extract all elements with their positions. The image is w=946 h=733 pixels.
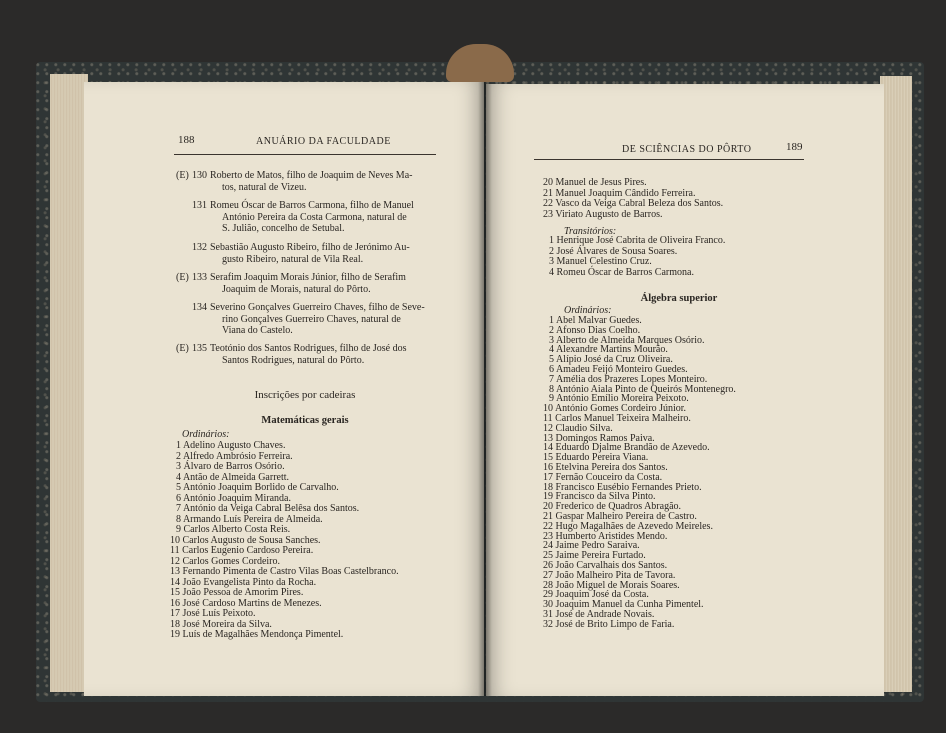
list-item: 22 Hugo Magalhães de Azevedo Meireles. [543,520,713,532]
list-item: 24 Jaime Pedro Saraiva. [543,540,640,552]
list-item: 19 Luís de Magalhães Mendonça Pimentel. [170,629,344,640]
right-running-head: DE SCIÊNCIAS DO PÔRTO [622,144,752,155]
subject-title-matematicas: Matemáticas gerais [261,415,349,426]
right-page-number: 189 [786,141,803,153]
entry-text-line: Teotónio dos Santos Rodrigues, filho de José dos [210,343,407,354]
list-item: 14 Eduardo Djalme Brandão de Azevedo. [543,442,710,454]
list-item: 22 Vasco da Veiga Cabral Beleza dos Santos. [543,198,724,209]
book-spine-headcap [446,44,514,82]
transitorios-label: Transitórios: [564,226,617,237]
book-gutter [478,82,492,696]
list-item: 1 Adelino Augusto Chaves. [176,440,286,451]
list-item: 29 Joaquim José da Costa. [543,589,649,601]
list-item: 12 Carlos Gomes Cordeiro. [170,555,280,567]
list-item: 18 José Moreira da Silva. [170,618,272,630]
list-item: 7 António da Veiga Cabral Belêsa dos Santos. [176,503,360,514]
entry-number: 133 [192,272,207,283]
list-item: 3 Alberto de Almeida Marques Osório. [549,334,705,346]
list-item: 23 Humberto Aristides Mendo. [543,530,668,542]
list-item: 15 João Pessoa de Amorim Pires. [170,587,304,598]
entry-mark: (E) [176,170,189,181]
list-item: 1 Henrique José Cabrita de Oliveira Franco. [549,235,726,246]
list-item: 3 Álvaro de Barros Osório. [176,461,285,472]
list-item: 12 Claudio Silva. [543,422,613,434]
list-item: 11 Carlos Eugenio Cardoso Pereira. [170,545,314,556]
list-item: 21 Gaspar Malheiro Pereira de Castro. [543,511,697,522]
list-item: 10 António Gomes Cordeiro Júnior. [543,403,687,415]
list-item: 20 Manuel de Jesus Pires. [543,177,647,188]
list-item: 15 Eduardo Pereira Viana. [543,452,649,464]
entry-number: 130 [192,170,207,181]
entry-number: 132 [192,242,207,253]
list-item: 2 Afonso Dias Coelho. [549,324,641,336]
list-item: 8 Armando Luís Pereira de Almeida. [176,513,323,525]
entry-text-line: Viana do Castelo. [222,325,293,336]
entry-text-line: Roberto de Matos, filho de Joaquim de Neves Ma- [210,170,413,181]
subject-title-algebra: Álgebra superior [640,293,718,304]
list-item: 1 Abel Malvar Guedes. [549,315,642,326]
page-edges-right [880,76,912,692]
list-item: 9 António Emílio Moreira Peixoto. [549,393,689,405]
entry-text-line: Serafim Joaquim Morais Júnior, filho de Serafim [210,272,406,283]
entry-number: 131 [192,200,207,211]
left-page-number: 188 [178,134,195,146]
list-item: 17 José Luís Peixoto. [170,608,256,619]
entry-text-line: tos, natural de Vizeu. [222,181,307,193]
list-item: 10 Carlos Augusto de Sousa Sanches. [170,534,321,546]
list-item: 16 Etelvina Pereira dos Santos. [543,462,668,473]
list-item: 4 Antão de Almeida Garrett. [176,471,290,483]
entry-text-line: Santos Rodrigues, natural do Pôrto. [222,354,365,366]
list-item: 6 António Joaquim Miranda. [176,492,291,504]
list-item: 11 Carlos Manuel Teixeira Malheiro. [543,413,691,424]
list-item: 25 Jaime Pereira Furtado. [543,550,646,562]
list-item: 16 José Cardoso Martins de Menezes. [170,597,322,609]
right-header-rule [534,159,804,160]
list-item: 31 José de Andrade Novais. [543,609,655,620]
entry-mark: (E) [176,343,189,354]
entry-text-line: Sebastião Augusto Ribeiro, filho de Jerónimo Au- [210,242,410,253]
list-item: 28 João Miguel de Morais Soares. [543,579,680,591]
list-item: 5 Alípio José da Cruz Oliveira. [549,354,673,366]
list-item: 3 Manuel Celestino Cruz. [549,256,652,267]
list-item: 4 Romeu Óscar de Barros Carmona. [549,266,694,278]
entry-text-line: António Pereira da Costa Carmona, natural de [222,211,407,223]
list-item: 2 José Álvares de Sousa Soares. [549,245,678,257]
entry-number: 134 [192,302,207,313]
list-item: 30 Joaquim Manuel da Cunha Pimentel. [543,599,704,611]
list-item: 26 João Carvalhais dos Santos. [543,560,668,571]
entry-text-line: Joaquim de Morais, natural do Pôrto. [222,283,371,295]
entry-text-line: gusto Ribeiro, natural de Vila Real. [222,253,364,265]
list-item: 4 Alexandre Martins Mourão. [549,344,668,356]
list-item: 8 António Aiala Pinto de Queirós Montenegro. [549,383,736,395]
list-item: 13 Domingos Ramos Paiva. [543,432,655,444]
list-item: 17 Fernão Couceiro da Costa. [543,471,663,483]
ordinarios-label: Ordinários: [182,429,230,440]
left-running-head: ANUÁRIO DA FACULDADE [256,136,391,147]
list-item: 23 Viriato Augusto de Barros. [543,208,663,220]
list-item: 21 Manuel Joaquim Cândido Ferreira. [543,187,696,199]
list-item: 13 Fernando Pimenta de Castro Vilas Boas Castelbranco. [170,566,399,577]
left-header-rule [174,154,436,155]
entry-number: 135 [192,343,207,354]
left-page [84,82,484,696]
list-item: 14 João Evangelista Pinto da Rocha. [170,576,317,588]
list-item: 32 José de Brito Limpo de Faria. [543,618,675,630]
section-title: Inscrições por cadeiras [254,389,356,401]
entry-text-line: Romeu Óscar de Barros Carmona, filho de Manuel [210,200,414,211]
entry-mark: (E) [176,272,189,283]
list-item: 27 João Malheiro Pita de Tavora. [543,569,676,581]
list-item: 2 Alfredo Ambrósio Ferreira. [176,450,293,462]
list-item: 5 António Joaquim Borlido de Carvalho. [176,482,339,493]
entry-text-line: S. Julião, concelho de Setubal. [222,223,345,234]
page-edges-left [50,74,88,692]
list-item: 19 Francisco da Silva Pinto. [543,491,656,503]
list-item: 20 Frederico de Quadros Abragão. [543,501,682,513]
entry-text-line: rino Gonçalves Guerreiro Chaves, natural de [222,313,401,325]
list-item: 6 Amadeu Feijó Monteiro Guedes. [549,364,688,375]
list-item: 9 Carlos Alberto Costa Reis. [176,524,291,535]
list-item: 7 Amélia dos Prazeres Lopes Monteiro. [549,373,708,385]
entry-text-line: Severino Gonçalves Guerreiro Chaves, filho de Seve- [210,302,425,313]
ordinarios-label-algebra: Ordinários: [564,305,612,316]
list-item: 18 Francisco Eusébio Fernandes Prieto. [543,481,702,493]
right-page [486,84,884,696]
